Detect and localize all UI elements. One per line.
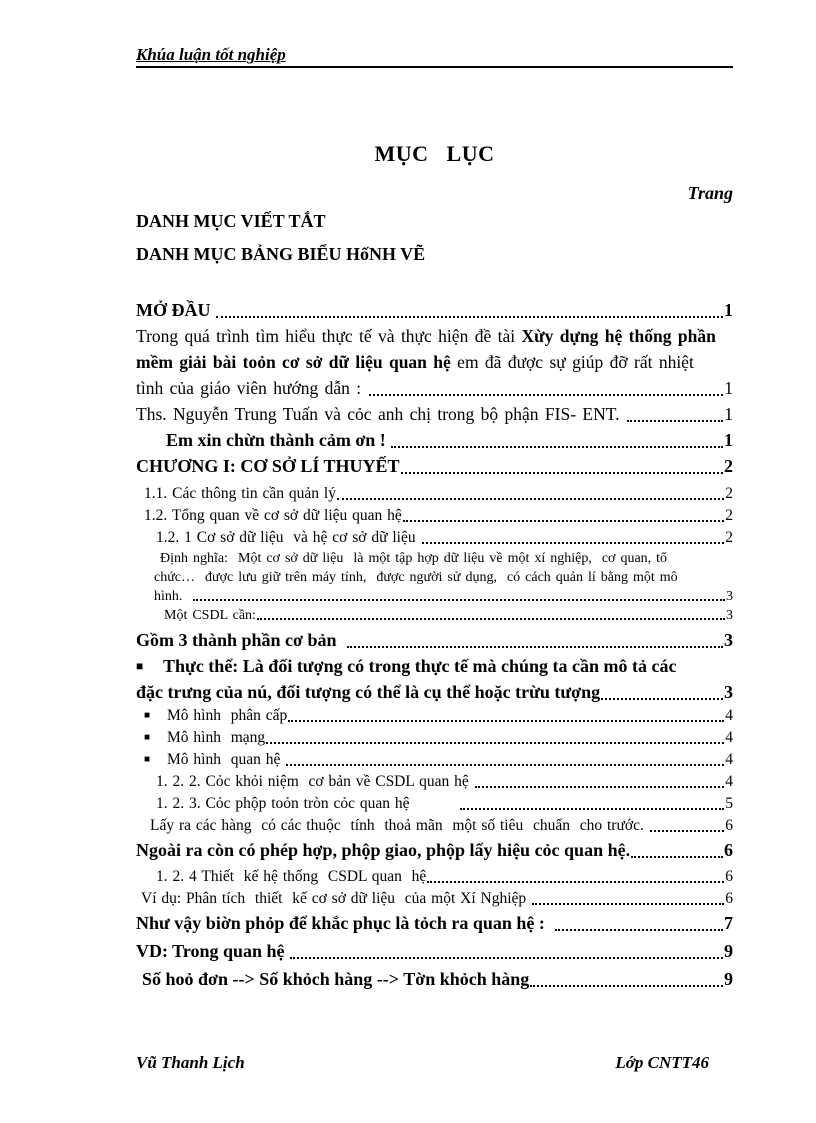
toc-line [136,375,733,401]
page-number: 3 [726,608,733,623]
page-number: 4 [725,751,733,768]
dot-leader [216,316,723,318]
toc-entry-text: Mô hình phân cấp [167,707,288,724]
dot-leader [555,929,723,931]
toc-line [136,837,733,863]
dot-leader [601,698,723,700]
front-matter-figures: DANH MỤC BẢNG BIỂU HốNH VẼ [136,244,426,264]
dot-leader [369,394,724,396]
toc-entry-text: tình của giáo viên hướng dẫn : [136,378,368,398]
toc-entry-text: Mô hình quan hệ [167,751,286,768]
toc-line [156,793,733,815]
page-number: 3 [726,589,733,604]
toc-line [156,771,733,793]
toc-entry-text: 1. 2. 2. Cỏc khỏi niệm cơ bản về CSDL quan hệ [156,773,474,790]
toc-entry-text: Gồm 3 thành phần cơ bản [136,630,346,650]
dot-leader [257,618,725,620]
page-number: 9 [724,941,733,961]
toc-entry-text: Em xin chừn thành cảm ơn ! [166,430,391,450]
page-number: 6 [724,840,733,860]
toc-entry-text: Mô hình mạng [167,729,266,746]
dot-leader [193,599,725,601]
dot-leader [401,472,723,474]
running-header-text: Khúa luận tốt nghiệp [136,45,286,64]
toc-line [136,401,733,427]
toc-title: MỤC LỤC [374,141,495,166]
toc-entry-text: đặc trưng của nú, đối tượng có thể là cụ thể hoặc trừu tượng [136,682,601,702]
square-bullet-icon: ■ [144,754,151,765]
toc-line [136,910,733,936]
page-number: 6 [725,817,733,834]
toc-line [136,323,733,349]
page-number: 3 [724,630,733,650]
toc-entry-text: Định nghĩa: Một cơ sở dữ liệu là một tập hợp dữ liệu về một xí nghiệp, cơ quan, tổ [160,551,668,566]
toc-entry-text: Ví dụ: Phân tích thiết kế cơ sở dữ liệu của một Xí Nghiệp [141,890,532,907]
toc-entry-text: VD: Trong quan hệ [136,941,290,961]
toc-line [144,483,733,505]
toc-entry-text: MỞ ĐẦU [136,300,215,320]
page-number: 6 [725,868,733,885]
page-number: 2 [725,529,733,546]
toc-entry-text: 1.2. Tổng quan về cơ sở dữ liệu quan hệ [144,507,402,524]
page-number: 7 [724,913,733,933]
dot-leader [266,742,724,744]
running-header [136,45,733,68]
page-number: 4 [725,773,733,790]
toc-line [166,427,733,453]
toc-line [136,653,733,679]
toc-entry-text: CHƯƠNG I: CƠ SỞ LÍ THUYẾT [136,456,400,476]
page-number: 9 [724,969,733,989]
square-bullet-icon: ■ [144,732,151,743]
toc-line [136,938,733,964]
dot-leader [530,985,723,987]
toc-entry-text: Số hoỏ đơn --> Số khỏch hàng --> Tờn khỏch hàng [142,969,530,989]
toc-line [150,815,733,837]
dot-leader [460,808,725,810]
toc-line [164,606,733,625]
toc-line [141,888,733,910]
page-number: 3 [724,682,733,702]
toc-line [144,727,733,749]
page-number: 1 [724,378,733,398]
square-bullet-icon: ■ [136,659,144,673]
page-number: 5 [725,795,733,812]
dot-leader [475,786,725,788]
toc-entry-text: Thực thể: Là đối tượng có trong thực tế mà chúng ta cần mô tả các [163,656,677,676]
toc-line [136,627,733,653]
square-bullet-icon: ■ [144,710,151,721]
page-column-label: Trang [687,183,733,203]
toc-line [136,297,733,323]
toc-line [144,705,733,727]
dot-leader [627,420,723,422]
toc-entry-text: hình. [154,589,193,604]
toc-line [142,966,733,992]
footer-author: Vũ Thanh Lịch [136,1053,245,1072]
toc-line [136,349,733,375]
dot-leader [422,542,725,544]
dot-leader [347,646,723,648]
toc-line [154,587,733,606]
toc-line [136,679,733,705]
toc-line [156,866,733,888]
toc-entry-text: mềm giải bài toỏn cơ sở dữ liệu quan hệ em đã được sự giúp đỡ rất nhiệt [136,352,694,372]
footer-class: Lớp CNTT46 [615,1053,709,1072]
toc-line [136,453,733,479]
dot-leader [427,881,724,883]
page-number: 2 [725,507,733,524]
toc-line [154,568,733,587]
toc-entry-text: Ths. Nguyễn Trung Tuấn và cỏc anh chị trong bộ phận FIS- ENT. [136,404,626,424]
page-number: 4 [725,707,733,724]
running-footer [136,1053,733,1073]
toc-entry-text: Lấy ra các hàng có các thuộc tính thoả mãn một số tiêu chuẩn cho trước. [150,817,649,834]
page-number: 1 [724,300,733,320]
dot-leader [403,520,724,522]
front-matter-abbreviations: DANH MỤC VIẾT TẮT [136,211,326,231]
toc-entry-text: Như vậy biờn phỏp để khắc phục là tỏch ra quan hệ : [136,913,554,933]
toc-line [160,549,733,568]
page-number: 2 [725,485,733,502]
page-number: 1 [724,430,733,450]
toc-entry-text: Ngoài ra còn có phép hợp, phộp giao, phộp lấy hiệu cỏc quan hệ. [136,840,631,860]
toc-entry-text: chức… được lưu giữ trên máy tính, được người sử dụng, có cách quản lí bằng một mô [154,570,678,585]
dot-leader [631,856,723,858]
dot-leader [290,957,723,959]
toc-line [156,527,733,549]
dot-leader [650,830,725,832]
dot-leader [288,720,724,722]
page-number: 1 [724,404,733,424]
dot-leader [286,764,724,766]
toc-entry-text: 1.1. Các thông tin cần quản lý [144,485,336,502]
page-number: 2 [724,456,733,476]
page-number: 6 [725,890,733,907]
toc-line [144,749,733,771]
dot-leader [337,498,724,500]
toc-entry-text: 1. 2. 3. Cỏc phộp toỏn tròn cỏc quan hệ [156,795,410,812]
dot-leader [532,903,724,905]
toc-line [144,505,733,527]
toc-list [136,297,733,992]
toc-entry-text: 1. 2. 4 Thiết kế hệ thống CSDL quan hệ [156,868,427,885]
page-number: 4 [725,729,733,746]
toc-entry-text: Một CSDL cần: [164,608,256,623]
dot-leader [391,446,723,448]
toc-entry-text: Trong quá trình tìm hiểu thực tế và thực hiện đề tài Xừy dựng hệ thống phần [136,326,716,346]
toc-entry-text: 1.2. 1 Cơ sở dữ liệu và hệ cơ sở dữ liệu [156,529,421,546]
